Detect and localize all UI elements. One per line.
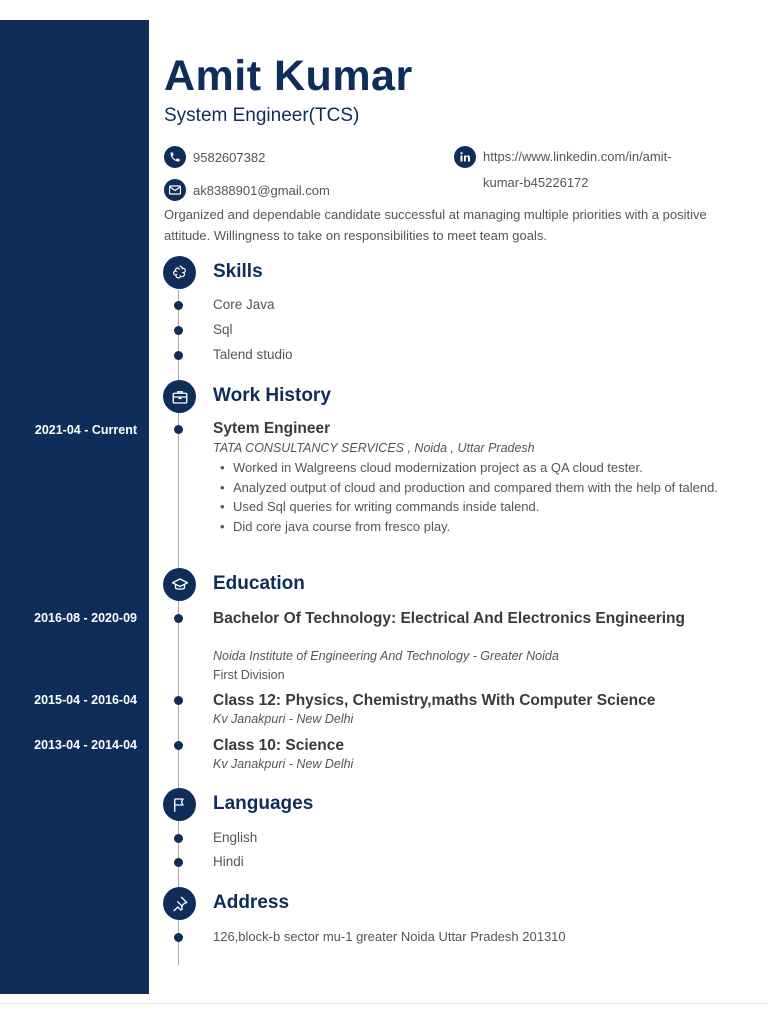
responsibility-item: • Analyzed output of cloud and production and compared them with the help of talend. [220,478,730,498]
skill-dot [174,301,183,310]
linkedin-contact [454,146,672,196]
responsibility-item: • Worked in Walgreens cloud modernization project as a QA cloud tester. [220,458,730,478]
address-dot [174,933,183,942]
job-position: Sytem Engineer [213,420,331,437]
school-name: Kv Janakpuri - New Delhi [213,757,354,771]
skill-dot [174,351,183,360]
page-bottom-divider [0,1003,768,1004]
job-title-header: System Engineer(TCS) [164,105,360,126]
degree-title: Bachelor Of Technology: Electrical And Electronics Engineering [213,610,685,627]
language-item: English [213,830,258,845]
flag-icon [163,788,196,821]
education-heading: Education [213,573,305,594]
responsibility-item: • Did core java course from fresco play. [220,517,730,537]
skill-item: Core Java [213,297,275,312]
education-date-3: 2013-04 - 2014-04 [34,738,137,752]
work-date: 2021-04 - Current [34,423,137,437]
job-company: TATA CONSULTANCY SERVICES , Noida , Uttar Pradesh [213,441,535,455]
languages-heading: Languages [213,793,314,814]
degree-title: Class 12: Physics, Chemistry,maths With Computer Science [213,692,656,709]
degree-title: Class 10: Science [213,737,344,754]
linkedin-icon [454,146,476,168]
education-date-1: 2016-08 - 2020-09 [34,611,137,625]
school-name: Noida Institute of Engineering And Technology - Greater Noida [213,649,559,663]
email-icon [164,179,186,201]
skills-heading: Skills [213,261,263,282]
skill-item: Talend studio [213,347,293,362]
profile-summary: Organized and dependable candidate successful at managing multiple priorities with a positive attitude. Willingness to take on responsibilities to meet team goals. [164,207,707,243]
language-dot [174,858,183,867]
sidebar [0,20,149,994]
job-responsibilities [220,458,730,536]
language-dot [174,834,183,843]
candidate-name: Amit Kumar [164,52,413,100]
phone-contact [164,146,265,168]
pin-icon [163,887,196,920]
education-dot [174,696,183,705]
work-dot [174,425,183,434]
skills-icon [163,256,196,289]
phone-icon [164,146,186,168]
address-heading: Address [213,892,290,913]
briefcase-icon [163,380,196,413]
linkedin-url-line-2[interactable]: kumar-b45226172 [483,175,589,190]
email-address[interactable]: ak8388901@gmail.com [193,182,330,198]
phone-number: 9582607382 [193,149,266,165]
address-text: 126,block-b sector mu-1 greater Noida Uttar Pradesh 201310 [213,929,566,944]
skill-item: Sql [213,322,233,337]
education-dot [174,741,183,750]
work-history-heading: Work History [213,385,331,406]
linkedin-url-line-1[interactable]: https://www.linkedin.com/in/amit- [483,149,672,164]
skill-dot [174,326,183,335]
education-date-2: 2015-04 - 2016-04 [34,693,137,707]
responsibility-item: • Used Sql queries for writing commands inside talend. [220,497,730,517]
email-contact [164,179,330,201]
graduation-cap-icon [163,568,196,601]
school-name: Kv Janakpuri - New Delhi [213,712,354,726]
education-dot [174,614,183,623]
language-item: Hindi [213,854,244,869]
degree-note: First Division [213,668,285,682]
